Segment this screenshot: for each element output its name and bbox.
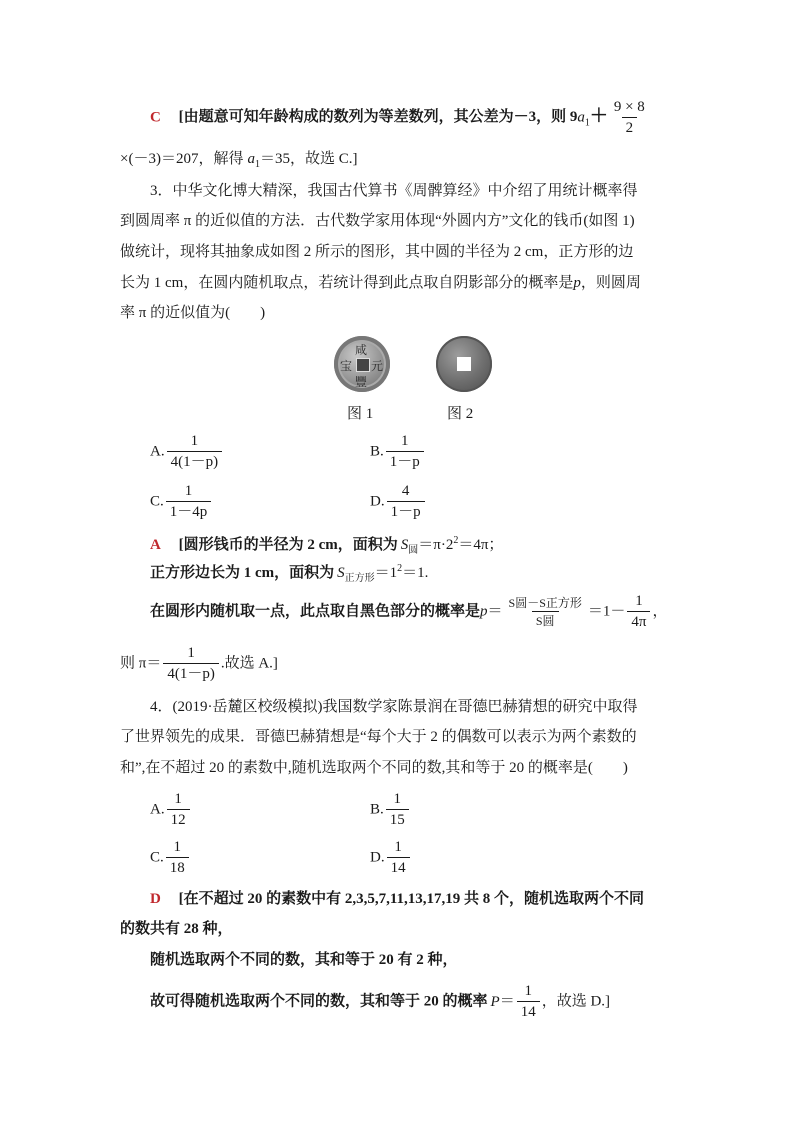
q3-answer-line4: 则 π＝ $\frac{1}{4(1-p)}$ .故选 A.] bbox=[120, 645, 278, 682]
coin-square-hole bbox=[356, 358, 370, 372]
q3-option-d[interactable]: D. $\frac{4}{1-p}$ bbox=[370, 484, 427, 520]
coin-char-bottom: 豐 bbox=[355, 375, 368, 389]
coin-char-top: 咸 bbox=[355, 343, 368, 357]
q4-answer-line4: 故可得随机选取两个不同的数，其和等于 20 的概率 P＝ $\frac{1}{14}$ ，故选 D.] bbox=[150, 983, 611, 1020]
q4-option-b[interactable]: B. $\frac{1}{15}$ bbox=[370, 792, 411, 828]
q4-answer-line1: D [在不超过 20 的素数中有 2,3,5,7,11,13,17,19 共 8 个，随机选取两个不同 bbox=[150, 891, 645, 907]
q2-answer-letter: C bbox=[150, 109, 161, 126]
q3-line4: 长为 1 cm，在圆内随机取点，若统计得到此点取自阴影部分的概率是p，则圆周 bbox=[120, 275, 641, 291]
q4-line3: 和”,在不超过 20 的素数中,随机选取两个不同的数,其和等于 20 的概率是( ) bbox=[120, 760, 628, 776]
plus-sign: ＋ bbox=[589, 105, 608, 126]
q2-answer-text: [由题意可知年龄构成的数列为等差数列，其公差为－3，则 9 bbox=[178, 109, 578, 126]
q3-option-c[interactable]: C. $\frac{1}{1-4p}$ bbox=[150, 484, 213, 520]
q4-answer-line3: 随机选取两个不同的数，其和等于 20 有 2 种， bbox=[150, 952, 458, 968]
figure-1-caption: 图 1 bbox=[347, 406, 374, 422]
q3-answer-letter: A bbox=[150, 537, 161, 553]
q3-option-b[interactable]: B. $\frac{1}{1-p}$ bbox=[370, 434, 426, 470]
q2-fraction: $\frac{9 \times 8}{2}$ bbox=[613, 99, 645, 136]
figure-1-coin-image bbox=[334, 336, 390, 392]
coin-char-left: 宝 bbox=[340, 359, 353, 373]
q4-option-c[interactable]: C. $\frac{1}{18}$ bbox=[150, 840, 191, 876]
q2-answer-line1 bbox=[150, 100, 651, 136]
q3-answer-line2: 正方形边长为 1 cm，面积为 $S_{正方形}=1^2=1$. bbox=[150, 563, 429, 584]
q4-line1: 4．(2019·岳麓区校级模拟)我国数学家陈景润在哥德巴赫猜想的研究中取得 bbox=[150, 699, 638, 715]
q3-option-a[interactable]: A. $\frac{1}{4(1-p)}$ bbox=[150, 434, 224, 470]
var-a: a bbox=[577, 109, 585, 126]
q4-option-d[interactable]: D. $\frac{1}{14}$ bbox=[370, 840, 412, 876]
q3-answer-line1: A [圆形钱币的半径为 2 cm，面积为 $S_圆=\pi\cdot 2^2=4\pi$； bbox=[150, 535, 504, 556]
subscript: 1 bbox=[584, 117, 590, 129]
q4-line2: 了世界领先的成果．哥德巴赫猜想是“每个大于 2 的偶数可以表示为两个素数的 bbox=[120, 729, 637, 745]
q4-answer-letter: D bbox=[150, 891, 161, 907]
probability-fraction: $\frac{\text{S圆－S正方形}}{\text{S圆}}$ bbox=[508, 596, 582, 628]
q3-line2: 到圆周率 π 的近似值的方法．古代数学家用体现“外圆内方”文化的钱币(如图 1) bbox=[120, 213, 635, 229]
q2-answer-line2: ×(－3)＝207，解得 $a_1=35$，故选 C.] bbox=[120, 151, 358, 170]
q3-line1: 3．中华文化博大精深，我国古代算书《周髀算经》中介绍了用统计概率得 bbox=[150, 183, 638, 199]
q3-answer-line3: 在圆形内随机取一点，此点取自黑色部分的概率是p＝ $\frac{\text{S圆－S正方形}}{\text{S圆}}$ ＝1－ $\frac{1}{4\pi}$ ， bbox=[150, 593, 668, 630]
figure-2-coin-image bbox=[436, 336, 492, 392]
q4-answer-line2: 的数共有 28 种， bbox=[120, 921, 233, 937]
q3-line5: 率 π 的近似值为( ) bbox=[120, 305, 266, 321]
figure-2-caption: 图 2 bbox=[447, 406, 474, 422]
q3-line3: 做统计，现将其抽象成如图 2 所示的图形，其中圆的半径为 2 cm，正方形的边 bbox=[120, 244, 634, 260]
q4-option-a[interactable]: A. $\frac{1}{12}$ bbox=[150, 792, 192, 828]
coin-char-right: 元 bbox=[371, 359, 384, 373]
coin-square-hole bbox=[457, 357, 471, 371]
